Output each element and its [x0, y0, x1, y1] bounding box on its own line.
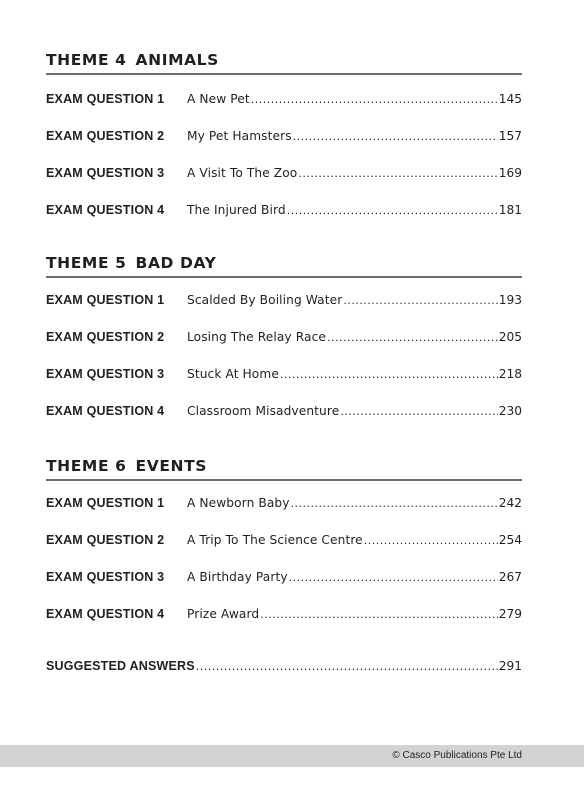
theme-divider — [46, 479, 522, 481]
page-number: 157 — [498, 129, 522, 143]
dot-leader — [251, 90, 498, 110]
entry-title: The Injured Bird — [187, 203, 286, 217]
theme-number: THEME 5 — [46, 254, 127, 272]
entry-title: A Newborn Baby — [187, 496, 290, 510]
page-number: 267 — [498, 570, 522, 584]
dot-leader — [327, 328, 498, 348]
theme-section-6 — [46, 455, 522, 621]
exam-question-label: EXAM QUESTION 3 — [46, 367, 165, 381]
entry-title: A Birthday Party — [187, 570, 288, 584]
page-number: 205 — [498, 330, 522, 344]
theme-heading — [46, 455, 522, 477]
exam-question-label: EXAM QUESTION 3 — [46, 570, 165, 584]
entry-title: Losing The Relay Race — [187, 330, 326, 344]
theme-number: THEME 4 — [46, 51, 127, 69]
entry-title: Classroom Misadventure — [187, 404, 340, 418]
toc-entry[interactable] — [46, 126, 522, 146]
suggested-answers-label: SUGGESTED ANSWERS — [46, 659, 195, 673]
dot-leader — [291, 494, 498, 514]
theme-divider — [46, 276, 522, 278]
exam-question-label: EXAM QUESTION 1 — [46, 293, 165, 307]
exam-question-label: EXAM QUESTION 4 — [46, 607, 165, 621]
toc-entry[interactable] — [46, 567, 522, 587]
entry-title: My Pet Hamsters — [187, 129, 292, 143]
dot-leader — [196, 657, 498, 677]
toc-entry[interactable] — [46, 493, 522, 513]
dot-leader — [287, 201, 498, 221]
page-number: 254 — [498, 533, 522, 547]
theme-number: THEME 6 — [46, 457, 127, 475]
dot-leader — [289, 568, 498, 588]
entry-title: Stuck At Home — [187, 367, 279, 381]
toc-entry[interactable] — [46, 200, 522, 220]
toc-entry[interactable] — [46, 530, 522, 550]
dot-leader — [340, 402, 497, 422]
page-number: 242 — [498, 496, 522, 510]
exam-question-label: EXAM QUESTION 1 — [46, 496, 165, 510]
page-number: 230 — [498, 404, 522, 418]
dot-leader — [260, 605, 498, 625]
toc-entry-suggested-answers[interactable] — [46, 656, 522, 676]
page-number: 145 — [498, 92, 522, 106]
toc-entry[interactable] — [46, 364, 522, 384]
copyright-text: © Casco Publications Pte Ltd — [392, 750, 522, 761]
toc-entry[interactable] — [46, 604, 522, 624]
page-number: 193 — [498, 293, 522, 307]
dot-leader — [298, 164, 497, 184]
entry-title: A Trip To The Science Centre — [187, 533, 363, 547]
theme-heading — [46, 252, 522, 274]
exam-question-label: EXAM QUESTION 4 — [46, 203, 165, 217]
theme-heading — [46, 49, 522, 71]
entry-title: A Visit To The Zoo — [187, 166, 298, 180]
exam-question-label: EXAM QUESTION 1 — [46, 92, 165, 106]
theme-section-4 — [46, 49, 522, 217]
theme-section-5 — [46, 252, 522, 418]
footer-bar — [0, 745, 584, 767]
dot-leader — [280, 365, 498, 385]
toc-entry[interactable] — [46, 401, 522, 421]
entry-title: Scalded By Boiling Water — [187, 293, 343, 307]
toc-entry[interactable] — [46, 290, 522, 310]
theme-divider — [46, 73, 522, 75]
entry-title: A New Pet — [187, 92, 250, 106]
toc-entry[interactable] — [46, 89, 522, 109]
page-number: 279 — [498, 607, 522, 621]
page-number: 218 — [498, 367, 522, 381]
entry-title: Prize Award — [187, 607, 260, 621]
dot-leader — [343, 291, 497, 311]
dot-leader — [364, 531, 498, 551]
exam-question-label: EXAM QUESTION 3 — [46, 166, 165, 180]
toc-entry[interactable] — [46, 327, 522, 347]
theme-name: EVENTS — [135, 457, 208, 475]
page-number: 181 — [498, 203, 522, 217]
toc-entry[interactable] — [46, 163, 522, 183]
page-number: 169 — [498, 166, 522, 180]
page-number: 291 — [498, 659, 522, 673]
exam-question-label: EXAM QUESTION 2 — [46, 533, 165, 547]
exam-question-label: EXAM QUESTION 2 — [46, 330, 165, 344]
exam-question-label: EXAM QUESTION 4 — [46, 404, 165, 418]
exam-question-label: EXAM QUESTION 2 — [46, 129, 165, 143]
theme-name: BAD DAY — [135, 254, 217, 272]
theme-name: ANIMALS — [135, 51, 219, 69]
dot-leader — [293, 127, 498, 147]
